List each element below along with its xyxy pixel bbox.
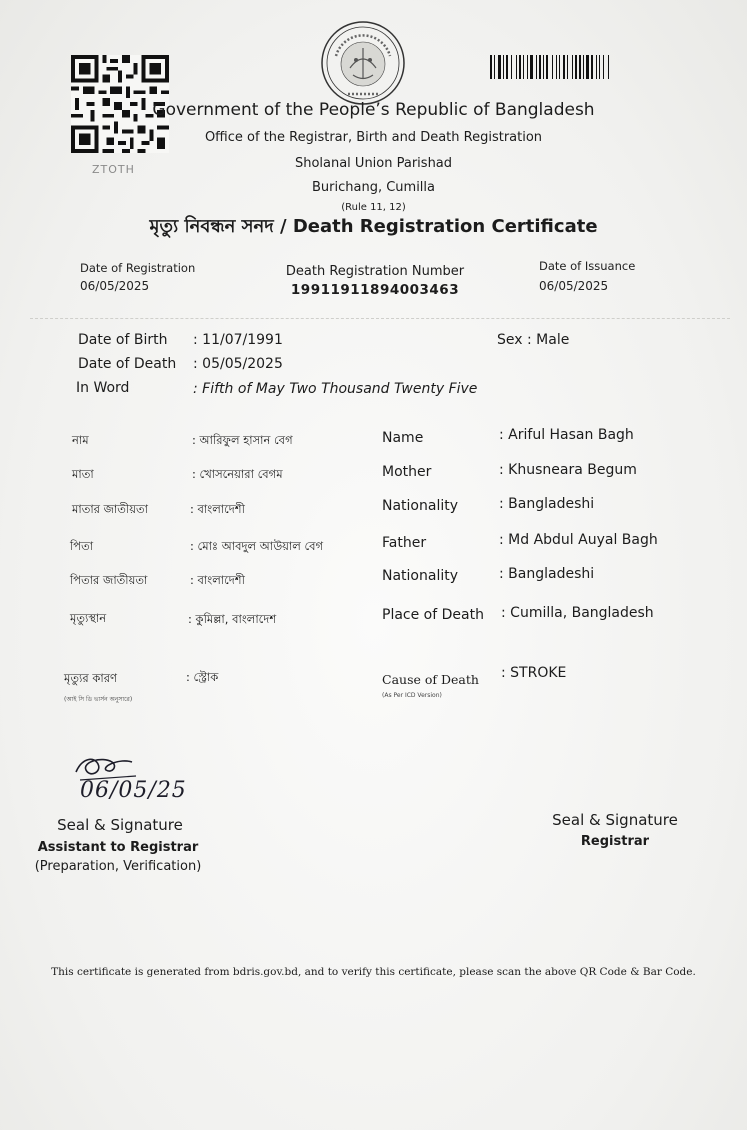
mother-nationality-bn-value: : বাংলাদেশী [190, 502, 245, 516]
dod-value: : 05/05/2025 [193, 356, 283, 372]
mother-bn-label: মাতা [72, 467, 94, 481]
place-of-death-label: Place of Death [382, 607, 484, 623]
cause-value: : STROKE [501, 665, 567, 681]
father-bn-value: : মোঃ আবদুল আউয়াল বেগ [190, 539, 324, 553]
father-nationality-bn-label: পিতার জাতীয়তা [70, 573, 148, 587]
cause-note: (As Per ICD Version) [382, 692, 442, 699]
father-label: Father [382, 535, 427, 551]
rule-reference: (Rule 11, 12) [341, 202, 406, 213]
cause-bn-note: (আই সি ডি ভার্সন অনুসারে) [64, 696, 133, 703]
father-nationality-value: : Bangladeshi [499, 566, 595, 582]
cause-label: Cause of Death [382, 672, 479, 687]
handwritten-date: 06/05/25 [80, 778, 187, 803]
mother-bn-value: : খোসনেয়ারা বেগম [192, 467, 283, 481]
government-seal-icon [320, 20, 406, 106]
mother-nationality-label: Nationality [382, 498, 459, 514]
place-of-death-bn-value: : কুমিল্লা, বাংলাদেশ [188, 612, 277, 626]
location: Burichang, Cumilla [311, 180, 435, 195]
mother-nationality-bn-label: মাতার জাতীয়তা [72, 502, 148, 516]
date-of-registration-label: Date of Registration [80, 261, 196, 275]
registrar-seal-signature: Seal & Signature [552, 811, 678, 829]
barcode-icon [490, 55, 670, 79]
office-title: Office of the Registrar, Birth and Death Registration [204, 130, 543, 145]
date-of-registration-value: 06/05/2025 [80, 279, 150, 293]
dob-value: : 11/07/1991 [193, 332, 283, 348]
sex-value: Sex : Male [497, 332, 570, 348]
registration-number-label: Death Registration Number [285, 264, 465, 279]
registrar-role: Registrar [580, 834, 650, 849]
verification-footer: This certificate is generated from bdris.gov.bd, and to verify this certificate, please scan the above QR Code & Bar Code. [51, 966, 696, 978]
cause-bn-label: মৃত্যুর কারণ [64, 671, 117, 685]
mother-nationality-value: : Bangladeshi [499, 496, 595, 512]
dob-label: Date of Birth [78, 332, 168, 348]
father-value: : Md Abdul Auyal Bagh [499, 532, 658, 548]
name-value: : Ariful Hasan Bagh [499, 427, 634, 443]
divider [30, 318, 730, 319]
union-name: Sholanal Union Parishad [294, 156, 453, 171]
mother-value: : Khusneara Begum [499, 462, 637, 478]
inword-label: In Word [76, 380, 130, 396]
name-bn-label: নাম [72, 433, 89, 447]
father-nationality-bn-value: : বাংলাদেশী [190, 573, 245, 587]
name-label: Name [382, 430, 424, 446]
qr-caption: ZTOTH [92, 163, 135, 176]
certificate-title: মৃত্যু নিবন্ধন সনদ / Death Registration Certificate [149, 216, 598, 237]
dod-label: Date of Death [78, 356, 177, 372]
date-of-issuance-label: Date of Issuance [539, 259, 636, 273]
place-of-death-value: : Cumilla, Bangladesh [501, 605, 654, 621]
mother-label: Mother [382, 464, 432, 480]
cause-bn-value: : স্ট্রোক [186, 670, 219, 684]
inword-value: : Fifth of May Two Thousand Twenty Five [193, 381, 478, 397]
assistant-role: Assistant to Registrar [37, 840, 199, 855]
registration-number-value: 19911911894003463 [290, 282, 460, 298]
assistant-seal-signature: Seal & Signature [57, 816, 183, 834]
place-of-death-bn-label: মৃত্যুস্থান [70, 611, 107, 625]
father-bn-label: পিতা [70, 539, 94, 553]
date-of-issuance-value: 06/05/2025 [539, 279, 609, 293]
government-title: Government of the People’s Republic of Bangladesh [152, 100, 595, 120]
assistant-note: (Preparation, Verification) [34, 859, 202, 874]
father-nationality-label: Nationality [382, 568, 459, 584]
name-bn-value: : আরিফুল হাসান বেগ [192, 433, 293, 447]
